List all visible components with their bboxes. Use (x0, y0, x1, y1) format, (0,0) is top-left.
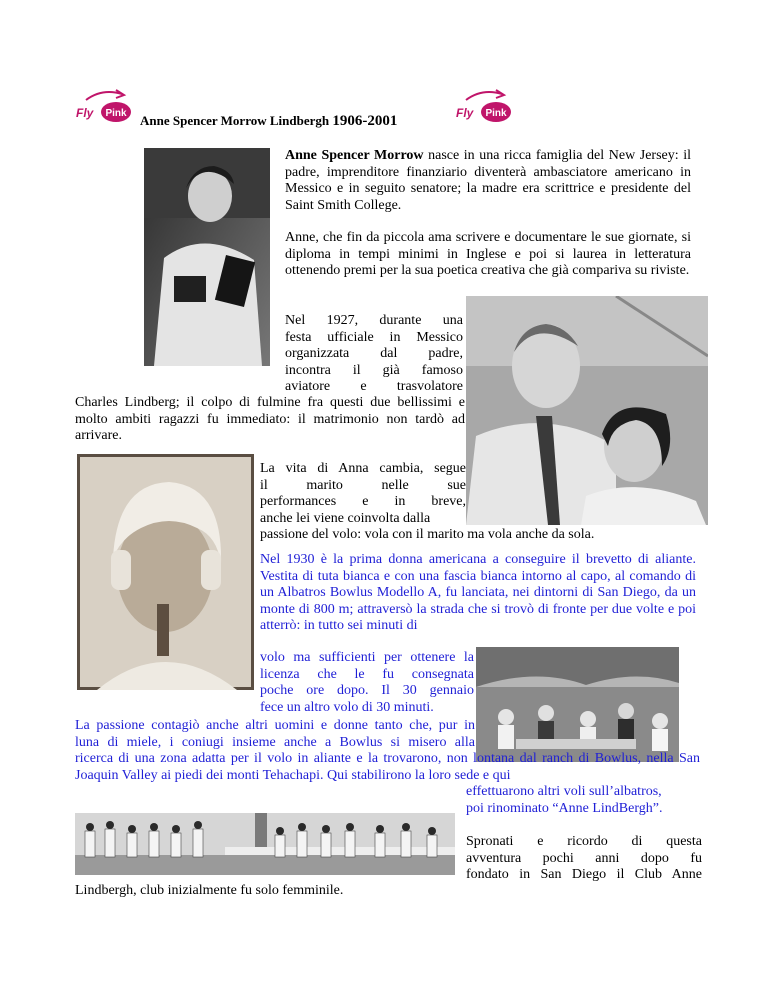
paragraph-4-lines (260, 461, 466, 527)
paragraph-5-line: volo ma sufficienti per ottenere la (260, 650, 474, 665)
paragraph-5-line: poche ore dopo. Il 30 gennaio (260, 683, 474, 698)
paragraph-2: Anne, che fin da piccola ama scrivere e documentare le sue giornate, si diploma in tempi minimi in Inglese e poi si laurea in letteratura ottenendo premi per la sua poetica creativa che già compariva su riviste. (285, 230, 691, 278)
paragraph-5: Nel 1930 è la prima donna americana a conseguire il brevetto di aliante. Vestita di tuta bianca e con una fascia bianca intorno al capo, al comando di un Albatros Bowlus Modello A, fu lanciata, nei dintorni di San Diego, da un monte di 800 m; attraversò la strada che si trovò di fronte per due volte e poi atterrò: in tutto sei minuti di (260, 552, 696, 633)
photo-group-gathering (476, 647, 679, 762)
photo-portrait-with-book (144, 148, 270, 366)
svg-text:Pink: Pink (485, 108, 507, 119)
paragraph-4-line: il marito nelle sue (260, 477, 466, 493)
svg-text:Pink: Pink (105, 108, 127, 119)
paragraph-6-right-line: effettuarono altri voli sull’albatros, (466, 784, 662, 799)
photo-aviator-helmet (77, 454, 254, 690)
svg-text:Fly: Fly (456, 106, 474, 120)
paragraph-6-right-line: poi rinominato “Anne LindBergh”. (466, 800, 663, 816)
paragraph-4-line: anche lei viene coinvolta dalla (260, 510, 431, 526)
paragraph-7-line: fondato in San Diego il Club Anne (466, 867, 702, 882)
paragraph-3-line: festa ufficiale in Messico (285, 329, 463, 345)
paragraph-4-tail: passione del volo: vola con il marito ma vola anche da sola. (260, 527, 595, 542)
page-title (140, 113, 397, 130)
fly-pink-logo-right (452, 86, 514, 128)
paragraph-7-line: avventura pochi anni dopo fu (466, 850, 702, 866)
paragraph-1 (285, 148, 691, 214)
paragraph-6-lines (75, 718, 475, 751)
photo-club-group (75, 813, 455, 875)
paragraph-3-line: Nel 1927, durante una (285, 313, 463, 328)
paragraph-5-lines (260, 650, 474, 716)
paragraph-5-line: fece un altro volo di 30 minuti. (260, 699, 434, 715)
paragraph-3-line: organizzata dal padre, (285, 346, 463, 361)
paragraph-6-right-lines (466, 784, 702, 817)
paragraph-7-tail: Lindbergh, club inizialmente fu solo femminile. (75, 883, 344, 898)
title-years: 1906-2001 (332, 113, 398, 129)
paragraph-6-line: luna di miele, i coniugi insieme anche a Bowlus si misero alla (75, 734, 475, 750)
paragraph-5-line: licenza che le fu consegnata (260, 666, 474, 682)
paragraph-3-line: incontra il già famoso (285, 362, 463, 378)
svg-text:Fly: Fly (76, 106, 94, 120)
paragraph-7-line: Spronati e ricordo di questa (466, 834, 702, 849)
paragraph-4-line: performances e in breve, (260, 494, 466, 509)
paragraph-7-lines (466, 834, 702, 884)
title-name: Anne Spencer Morrow Lindbergh (140, 113, 330, 128)
photo-couple (466, 296, 708, 525)
paragraph-1-bold: Anne Spencer Morrow (285, 148, 424, 163)
paragraph-4-line: La vita di Anna cambia, segue (260, 461, 466, 476)
paragraph-1-text: nasce in una ricca famiglia del New Jersey: il padre, imprenditore finanziario diventerà ambasciatore americano in Messico e in seguito senatore; la madre era scrittrice e presidente del Saint Smith College. (285, 148, 692, 213)
paragraph-6-line: La passione contagiò anche altri uomini e donne tanto che, pur in (75, 718, 475, 733)
fly-pink-logo-left (72, 86, 134, 128)
paragraph-3-line: aviatore e trasvolatore (285, 379, 463, 394)
paragraph-6-full: ricerca di una zona adatta per il volo in aliante e la trovarono, non lontana dal ranch di Bowlus, nella San Joaquin Valley ai piedi dei monti Tehachapi. Qui stabilirono la loro sede e qui (75, 751, 700, 783)
paragraph-3-lines (285, 313, 463, 396)
paragraph-3-tail: Charles Lindberg; il colpo di fulmine fra questi due bellissimi e molto ambiti ragazzi fu immediato: il matrimonio non tardò ad arrivare. (75, 395, 465, 443)
